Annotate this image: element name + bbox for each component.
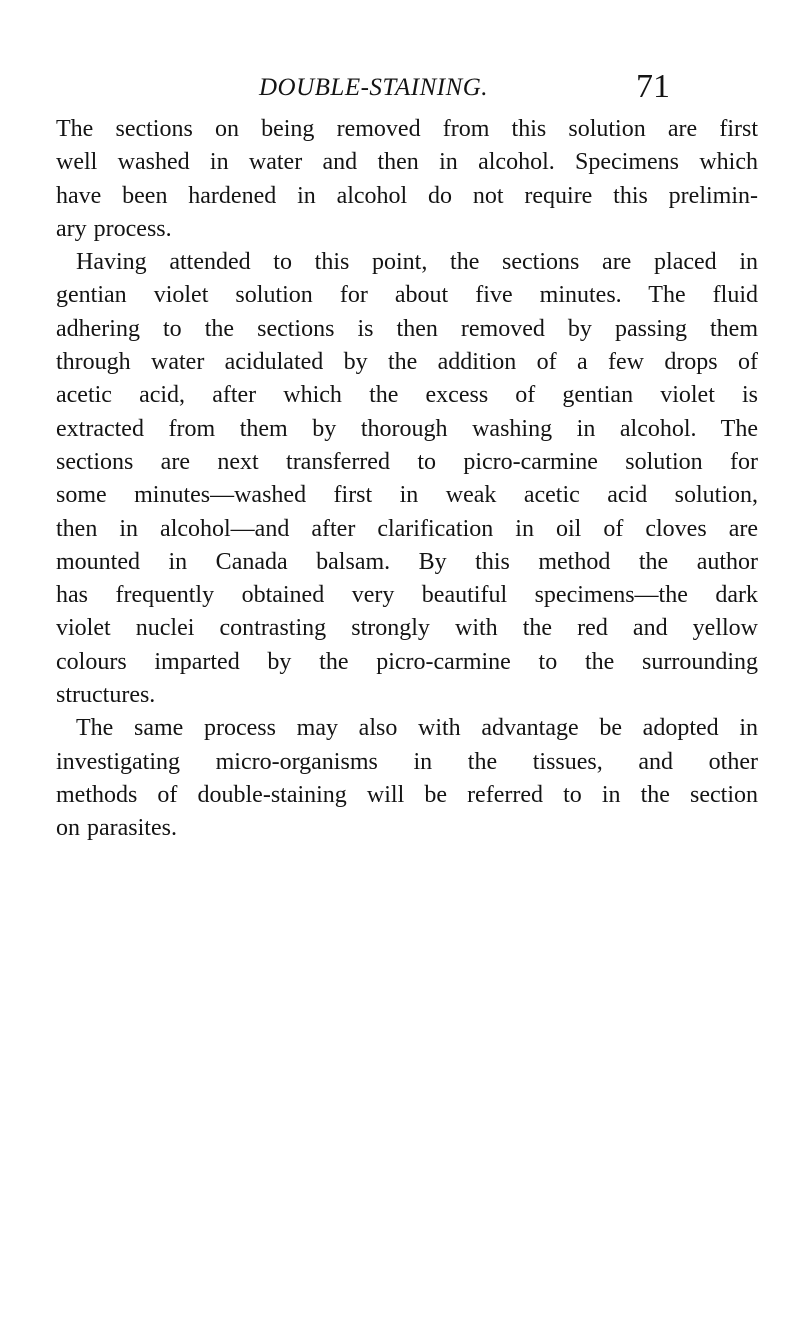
text-line: mounted in Canada balsam. By this method the author <box>56 548 758 575</box>
body-text <box>56 113 758 846</box>
paragraph-3 <box>56 712 758 845</box>
text-line: methods of double-staining will be referred to in the section <box>56 781 758 808</box>
text-line: adhering to the sections is then removed by passing them <box>56 315 758 342</box>
running-head <box>0 68 801 108</box>
text-line: colours imparted by the picro-carmine to the surrounding <box>56 648 758 675</box>
text-line: The sections on being removed from this solution are first <box>56 116 758 142</box>
text-line: extracted from them by thorough washing in alcohol. The <box>56 415 758 442</box>
text-line: sections are next transferred to picro-carmine solution for <box>56 448 758 475</box>
text-line: have been hardened in alcohol do not require this prelimin- <box>56 182 758 209</box>
text-line: through water acidulated by the addition of a few drops of <box>56 349 758 376</box>
text-line: on parasites. <box>56 815 177 842</box>
text-line: gentian violet solution for about five minutes. The fluid <box>56 282 758 309</box>
paragraph-1 <box>56 113 758 246</box>
text-line: structures. <box>56 682 156 709</box>
text-line: investigating micro-organisms in the tissues, and other <box>56 748 758 775</box>
text-line: The same process may also with advantage be adopted in <box>76 715 758 742</box>
paragraph-2 <box>56 246 758 712</box>
text-line: Having attended to this point, the sections are placed in <box>76 249 758 276</box>
text-line: well washed in water and then in alcohol. Specimens which <box>56 149 758 176</box>
text-line: violet nuclei contrasting strongly with the red and yellow <box>56 615 758 642</box>
text-line: then in alcohol—and after clarification in oil of cloves are <box>56 515 758 542</box>
text-line: ary process. <box>56 215 172 242</box>
text-line: acetic acid, after which the excess of gentian violet is <box>56 382 758 409</box>
text-line: some minutes—washed first in weak acetic acid solution, <box>56 482 758 509</box>
page-number: 71 <box>636 68 670 105</box>
text-line: has frequently obtained very beautiful specimens—the dark <box>56 582 758 609</box>
running-title: DOUBLE-STAINING. <box>259 74 489 101</box>
